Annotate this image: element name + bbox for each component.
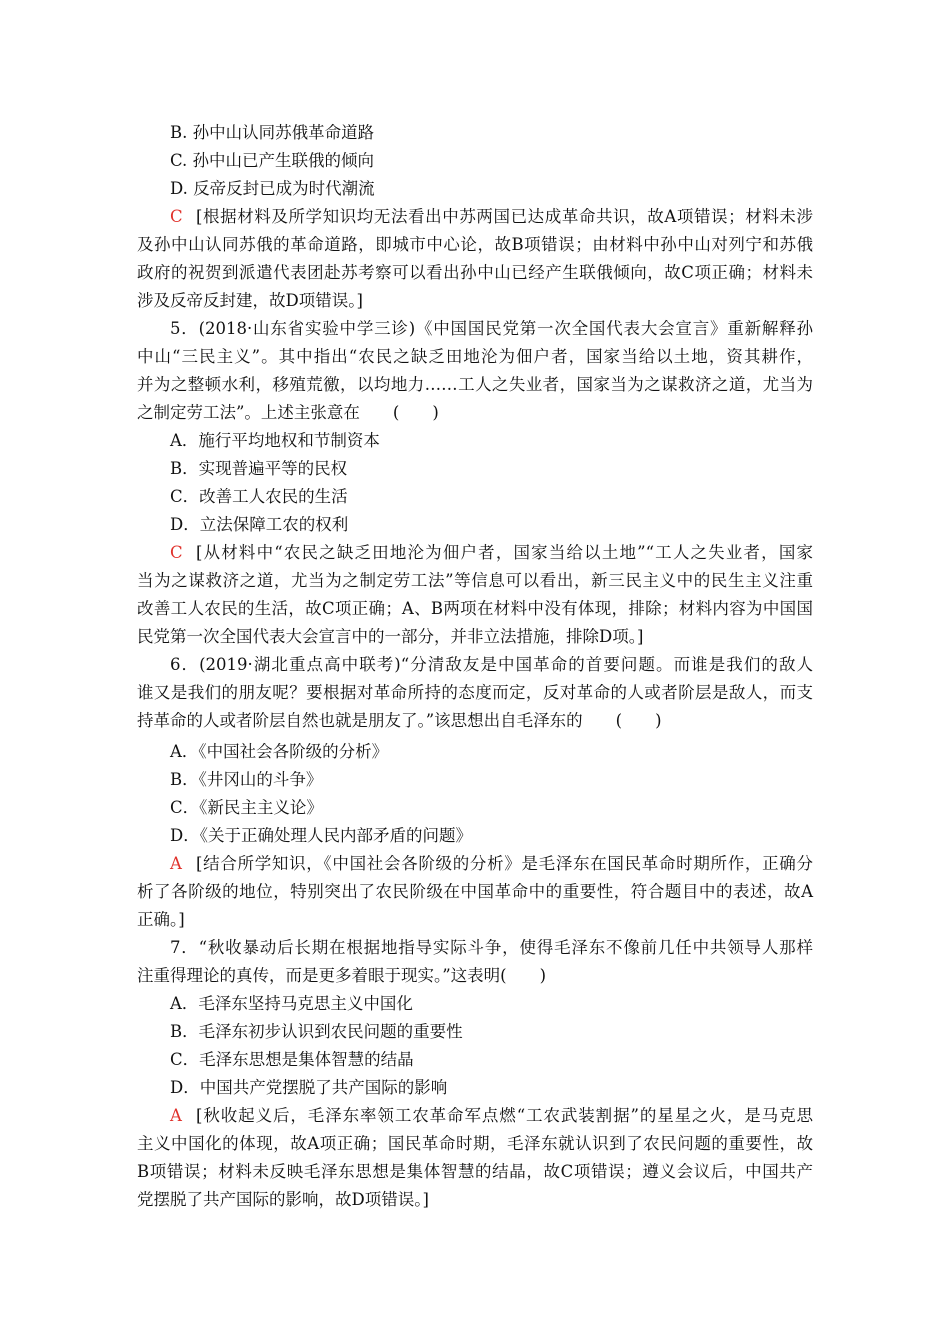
q6-option-a: A．《中国社会各阶级的分析》 — [170, 742, 389, 761]
q5-explanation-line: 当为之谋救济之道，尤当为之制定劳工法”等信息可以看出，新三民主义中的民生主义注重 — [137, 571, 813, 590]
q4-option-d: D. 反帝反封已成为时代潮流 — [170, 179, 375, 198]
q6-explanation-line: 正确。] — [137, 910, 185, 929]
q5-explanation-line: 民党第一次全国代表大会宣言中的一部分，并非立法措施，排除D项。] — [137, 627, 644, 646]
q4-explanation-line: 政府的祝贺到派遣代表团赴苏考察可以看出孙中山已经产生联俄倾向，故C项正确；材料未 — [137, 263, 813, 282]
q6-answer-letter: A — [170, 854, 182, 873]
q4-option-c: C. 孙中山已产生联俄的倾向 — [170, 151, 375, 170]
q6-option-b: B．《井冈山的斗争》 — [170, 770, 323, 789]
q4-answer-letter: C — [170, 207, 183, 226]
q5-option-d: D．立法保障工农的权利 — [170, 515, 349, 534]
q5-stem-line: 5．(2018·山东省实验中学三诊)《中国国民党第一次全国代表大会宣言》重新解释孙 — [170, 319, 813, 338]
q4-explanation-line: 及孙中山认同苏俄的革命道路，即城市中心论，故B项错误；由材料中孙中山对列宁和苏俄 — [137, 235, 813, 254]
q7-stem-line: 7．“秋收暴动后长期在根据地指导实际斗争，使得毛泽东不像前几任中共领导人那样 — [170, 938, 813, 957]
q7-option-d: D．中国共产党摆脱了共产国际的影响 — [170, 1078, 448, 1097]
q6-explanation-line: 析了各阶级的地位，特别突出了农民阶级在中国革命中的重要性，符合题目中的表述，故A — [137, 882, 813, 901]
q5-explanation-line: [从材料中“农民之缺乏田地沦为佃户者，国家当给以土地”“工人之失业者，国家 — [196, 543, 813, 562]
q6-explanation-line: [结合所学知识，《中国社会各阶级的分析》是毛泽东在国民革命时期所作，正确分 — [196, 854, 813, 873]
q7-explanation-line: [秋收起义后，毛泽东率领工农革命军点燃“工农武装割据”的星星之火，是马克思 — [196, 1106, 813, 1125]
q7-option-c: C．毛泽东思想是集体智慧的结晶 — [170, 1050, 414, 1069]
q5-stem-line: 中山“三民主义”。其中指出“农民之缺乏田地沦为佃户者，国家当给以土地，资其耕作， — [137, 347, 813, 366]
q5-stem-line: 并为之整顿水利，移殖荒徼，以均地力……工人之失业者，国家当为之谋救济之道，尤当为 — [137, 375, 813, 394]
q4-option-b: B. 孙中山认同苏俄革命道路 — [170, 123, 375, 142]
q7-option-b: B．毛泽东初步认识到农民问题的重要性 — [170, 1022, 463, 1041]
q5-answer-letter: C — [170, 543, 183, 562]
q7-stem-line: 注重得理论的真传，而是更多着眼于现实。”这表明( ) — [137, 966, 547, 985]
q6-stem-line: 持革命的人或者阶层自然也就是朋友了。”该思想出自毛泽东的 ( ) — [137, 711, 662, 730]
q4-explanation-line: 涉及反帝反封建，故D项错误。] — [137, 291, 363, 310]
q5-option-b: B．实现普遍平等的民权 — [170, 459, 348, 478]
q7-answer-letter: A — [170, 1106, 182, 1125]
q5-stem-line: 之制定劳工法”。上述主张意在 ( ) — [137, 403, 439, 422]
q7-option-a: A．毛泽东坚持马克思主义中国化 — [170, 994, 413, 1013]
q6-stem-line: 谁又是我们的朋友呢？要根据对革命所持的态度而定，反对革命的人或者阶层是敌人，而支 — [137, 683, 813, 702]
q5-explanation-line: 改善工人农民的生活，故C项正确；A、B两项在材料中没有体现，排除；材料内容为中国国 — [137, 599, 813, 618]
q5-option-c: C．改善工人农民的生活 — [170, 487, 348, 506]
q6-option-d: D．《关于正确处理人民内部矛盾的问题》 — [170, 826, 472, 845]
q6-option-c: C．《新民主主义论》 — [170, 798, 323, 817]
q7-explanation-line: 党摆脱了共产国际的影响，故D项错误。] — [137, 1190, 429, 1209]
q4-explanation-line: [根据材料及所学知识均无法看出中苏两国已达成革命共识，故A项错误；材料未涉 — [196, 207, 813, 226]
q5-option-a: A．施行平均地权和节制资本 — [170, 431, 380, 450]
q7-explanation-line: B项错误；材料未反映毛泽东思想是集体智慧的结晶，故C项错误；遵义会议后，中国共产 — [137, 1162, 813, 1181]
q7-explanation-line: 主义中国化的体现，故A项正确；国民革命时期，毛泽东就认识到了农民问题的重要性，故 — [137, 1134, 813, 1153]
q6-stem-line: 6．(2019·湖北重点高中联考)“分清敌友是中国革命的首要问题。而谁是我们的敌人 — [170, 655, 813, 674]
